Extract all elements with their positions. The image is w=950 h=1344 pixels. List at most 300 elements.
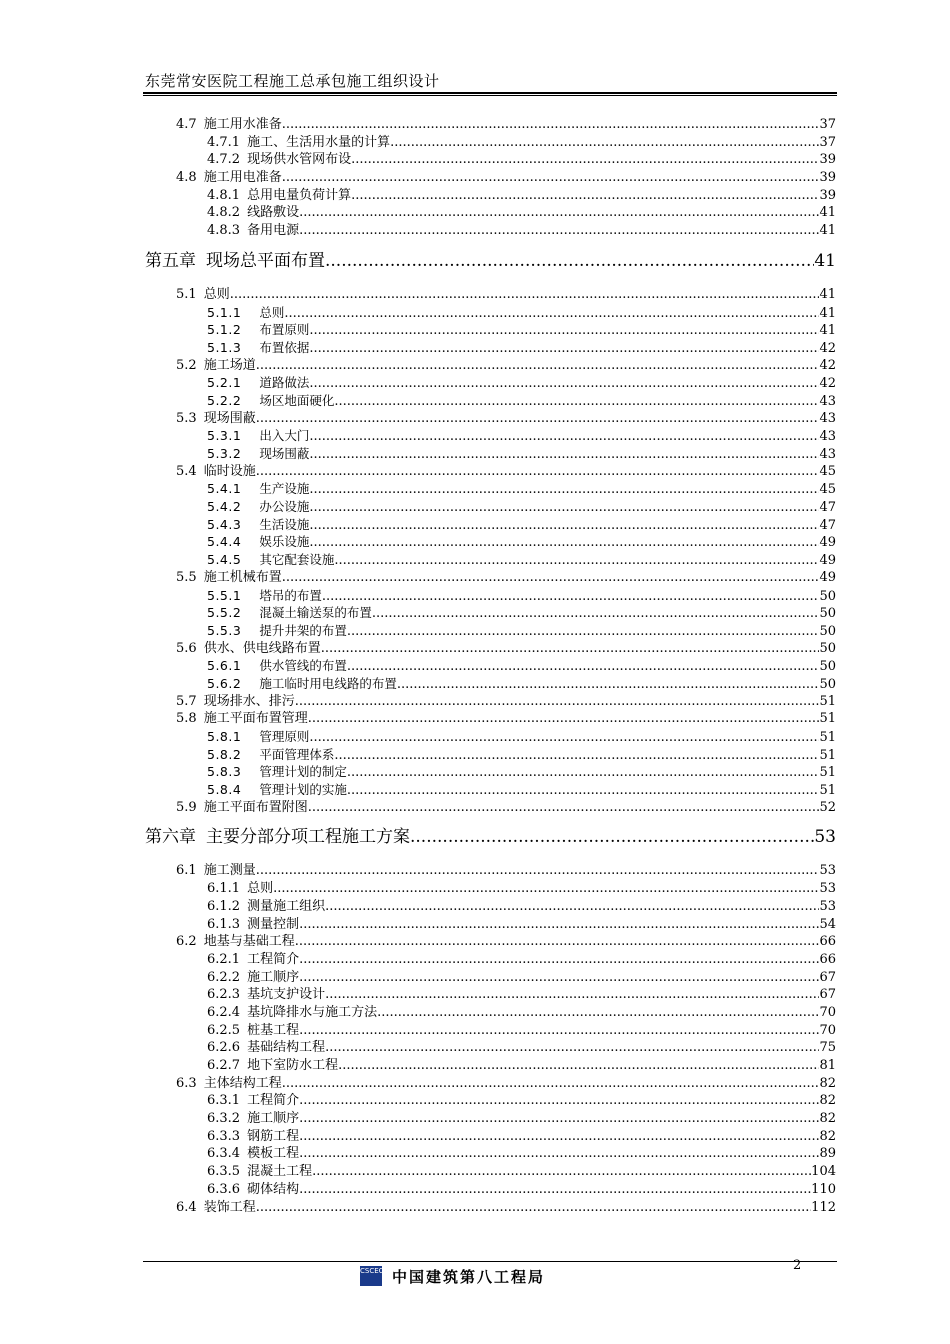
toc-entry-title: 施工用电准备 <box>203 170 282 186</box>
toc-page-number: 43 <box>819 429 836 445</box>
toc-entry-number: 5.2 <box>176 357 197 373</box>
toc-entry-title: 工程简介 <box>247 951 300 967</box>
toc-entry-number: 6.3 <box>176 1075 197 1091</box>
toc-page-number: 51 <box>819 765 836 781</box>
toc-page-number: 54 <box>819 916 836 932</box>
toc-entry[interactable] <box>0 1092 950 1110</box>
toc-page-number: 41 <box>819 223 836 239</box>
toc-entry-number: 6.2 <box>176 934 197 950</box>
toc-entry[interactable] <box>0 604 950 622</box>
toc-dot-leader <box>397 675 820 694</box>
toc-entry-number: 5.3.2 <box>207 446 242 461</box>
toc-entry[interactable] <box>0 728 950 746</box>
toc-entry-number: 5.2.2 <box>207 392 242 408</box>
toc-page-number: 41 <box>819 286 836 302</box>
page-number: 2 <box>793 1258 802 1273</box>
toc-entry[interactable] <box>0 551 950 569</box>
toc-entry-title: 施工平面布置附图 <box>203 799 308 815</box>
toc-entry-number: 5.8.1 <box>207 729 242 744</box>
toc-entry-title: 总则 <box>247 881 274 897</box>
toc-dot-leader <box>309 321 819 340</box>
toc-entry-title: 布置依据 <box>259 339 310 355</box>
toc-dot-leader <box>309 427 819 446</box>
toc-page-number: 50 <box>819 606 836 622</box>
toc-page-number: 41 <box>814 250 836 271</box>
toc-entry[interactable] <box>0 640 950 658</box>
toc-entry[interactable] <box>0 799 950 817</box>
toc-entry[interactable] <box>0 1110 950 1128</box>
toc-entry[interactable] <box>0 339 950 357</box>
toc-entry-title: 现场供水管网布设 <box>247 152 352 168</box>
toc-dot-leader <box>309 445 819 464</box>
toc-dot-leader <box>312 1163 811 1181</box>
footer-rule <box>143 1261 837 1262</box>
toc-page-number: 37 <box>819 134 836 150</box>
toc-page-number: 42 <box>819 357 836 373</box>
toc-page-number: 70 <box>819 1004 836 1020</box>
toc-page-number: 45 <box>819 463 836 479</box>
toc-entry-title: 提升井架的布置 <box>259 622 347 638</box>
toc-page-number: 37 <box>819 117 836 132</box>
toc-dot-leader <box>309 480 819 499</box>
toc-dot-leader <box>334 551 819 570</box>
toc-dot-leader <box>273 880 819 898</box>
toc-entry-number: 5.8.2 <box>207 746 242 762</box>
toc-entry-title: 混凝土输送泵的布置 <box>259 605 372 621</box>
toc-entry[interactable] <box>0 374 950 392</box>
toc-page-number: 50 <box>819 588 836 604</box>
toc-entry[interactable] <box>0 357 950 375</box>
toc-entry-number: 4.8.2 <box>207 205 241 221</box>
toc-entry-title: 备用电源 <box>247 223 300 239</box>
toc-page-number: 41 <box>819 305 836 321</box>
toc-dot-leader <box>299 1110 819 1128</box>
toc-dot-leader <box>295 933 820 951</box>
toc-page-number: 51 <box>819 783 836 799</box>
toc-entry-title: 装饰工程 <box>203 1199 256 1215</box>
toc-entry-title: 施工测量 <box>203 863 256 879</box>
toc-entry-number: 5.5.1 <box>207 587 242 603</box>
toc-entry-number: 6.2.5 <box>207 1022 241 1038</box>
toc-dot-leader <box>351 187 819 205</box>
toc-entry-title: 施工顺序 <box>247 1111 300 1127</box>
toc-entry-title: 生活设施 <box>259 516 310 532</box>
toc-dot-leader <box>334 746 819 765</box>
toc-entry-number: 5.6 <box>176 640 197 656</box>
toc-entry-number: 5.4.2 <box>207 499 242 515</box>
toc-entry-number: 5.4.1 <box>207 481 242 497</box>
toc-entry[interactable] <box>0 1181 950 1199</box>
toc-entry-title: 总则 <box>259 304 285 320</box>
toc-page-number: 82 <box>819 1075 836 1091</box>
toc-entry[interactable] <box>0 898 950 916</box>
toc-page-number: 104 <box>811 1164 836 1180</box>
toc-page-number: 53 <box>819 898 836 914</box>
toc-entry[interactable] <box>0 286 950 304</box>
toc-entry[interactable] <box>0 480 950 498</box>
toc-dot-leader <box>309 516 819 535</box>
toc-entry-number: 6.3.3 <box>207 1128 241 1144</box>
toc-dot-leader <box>309 728 819 747</box>
toc-entry[interactable] <box>0 693 950 711</box>
toc-entry[interactable] <box>0 916 950 934</box>
toc-page-number: 43 <box>819 410 836 426</box>
toc-entry[interactable] <box>0 951 950 969</box>
toc-entry[interactable] <box>0 1163 950 1181</box>
toc-entry-number: 5.4.5 <box>207 552 242 568</box>
toc-entry-number: 5.2.1 <box>207 375 242 391</box>
toc-entry-title: 总用电量负荷计算 <box>247 187 352 203</box>
toc-entry-title: 出入大门 <box>259 428 310 444</box>
toc-dot-leader <box>410 826 814 848</box>
toc-entry-title: 混凝土工程 <box>247 1164 313 1180</box>
toc-entry-title: 施工平面布置管理 <box>203 711 308 727</box>
toc-entry-title: 总则 <box>203 286 230 302</box>
toc-entry-number: 6.2.4 <box>207 1004 241 1020</box>
toc-entry-title: 施工场道 <box>203 357 256 373</box>
toc-dot-leader <box>299 1092 819 1110</box>
toc-entry-title: 钢筋工程 <box>247 1128 300 1144</box>
toc-entry-title: 施工机械布置 <box>203 569 282 585</box>
toc-page-number: 53 <box>819 881 836 897</box>
table-of-contents <box>0 116 950 1216</box>
toc-page-number: 70 <box>819 1022 836 1038</box>
toc-entry[interactable] <box>0 1199 950 1217</box>
toc-entry[interactable] <box>0 187 950 205</box>
toc-entry-title: 基坑支护设计 <box>247 987 326 1003</box>
toc-page-number: 51 <box>819 693 836 709</box>
toc-page-number: 43 <box>819 447 836 462</box>
toc-page-number: 50 <box>819 676 836 692</box>
toc-entry-number: 6.3.6 <box>207 1181 241 1197</box>
toc-dot-leader <box>282 116 820 134</box>
toc-page-number: 53 <box>814 827 836 848</box>
toc-entry-number: 5.8.4 <box>207 782 242 798</box>
toc-entry-title: 施工顺序 <box>247 969 300 985</box>
toc-entry-number: 6.1.3 <box>207 916 241 932</box>
toc-entry[interactable] <box>0 1039 950 1057</box>
toc-dot-leader <box>351 151 819 169</box>
toc-entry[interactable] <box>0 1022 950 1040</box>
toc-entry-number: 5.1.3 <box>207 339 242 355</box>
toc-entry-number: 5.8 <box>176 711 197 727</box>
toc-entry[interactable] <box>0 392 950 410</box>
toc-page-number: 50 <box>819 623 836 639</box>
toc-page-number: 50 <box>819 659 836 675</box>
toc-dot-leader <box>321 640 820 658</box>
toc-entry[interactable] <box>0 410 950 428</box>
toc-entry[interactable] <box>0 1145 950 1163</box>
toc-page-number: 42 <box>819 340 836 356</box>
toc-dot-leader <box>309 498 819 517</box>
toc-page-number: 82 <box>819 1111 836 1127</box>
cscec-logo: CSCEC <box>360 1266 382 1286</box>
toc-dot-leader <box>295 693 820 711</box>
toc-entry-number: 4.8.1 <box>207 187 241 203</box>
toc-entry[interactable] <box>0 1004 950 1022</box>
toc-entry[interactable] <box>0 204 950 222</box>
toc-page-number: 41 <box>819 323 836 339</box>
toc-dot-leader <box>256 862 820 880</box>
toc-dot-leader <box>256 463 820 481</box>
toc-dot-leader <box>299 916 819 934</box>
toc-entry-number: 5.1.1 <box>207 304 242 320</box>
toc-page-number: 47 <box>819 500 836 516</box>
toc-page-number: 47 <box>819 517 836 533</box>
toc-entry-number: 第六章 <box>145 827 196 848</box>
toc-entry-number: 6.1.2 <box>207 898 241 914</box>
toc-entry[interactable] <box>0 116 950 134</box>
toc-entry-number: 5.3.1 <box>207 428 242 444</box>
toc-dot-leader <box>347 763 820 782</box>
toc-entry-title: 模板工程 <box>247 1146 300 1162</box>
toc-entry[interactable] <box>0 710 950 728</box>
toc-dot-leader <box>284 304 819 323</box>
toc-dot-leader <box>377 1004 819 1022</box>
toc-entry-title: 临时设施 <box>203 463 256 479</box>
organization-name: 中国建筑第八工程局 <box>392 1268 546 1286</box>
toc-page-number: 112 <box>811 1199 836 1215</box>
header-rule <box>143 92 837 94</box>
toc-dot-leader <box>390 134 819 152</box>
toc-page-number: 43 <box>819 393 836 409</box>
toc-dot-leader <box>309 374 819 393</box>
toc-entry-number: 第五章 <box>145 250 196 271</box>
toc-page-number: 52 <box>819 799 836 815</box>
toc-entry-title: 施工用水准备 <box>203 117 282 132</box>
toc-dot-leader <box>309 533 819 552</box>
toc-page-number: 39 <box>819 170 836 186</box>
toc-dot-leader <box>299 1181 811 1199</box>
toc-entry[interactable] <box>0 746 950 764</box>
toc-page-number: 50 <box>819 640 836 656</box>
toc-page-number: 110 <box>811 1181 836 1197</box>
toc-entry-title: 生产设施 <box>259 481 310 497</box>
toc-entry-title: 平面管理体系 <box>259 746 335 762</box>
toc-page-number: 82 <box>819 1093 836 1109</box>
toc-dot-leader <box>230 286 820 304</box>
toc-page-number: 51 <box>819 730 836 745</box>
toc-entry-number: 5.5.3 <box>207 622 242 638</box>
toc-dot-leader <box>309 339 819 358</box>
toc-entry-title: 现场围蔽 <box>203 410 256 426</box>
toc-dot-leader <box>282 1075 820 1093</box>
toc-entry-title: 管理计划的制定 <box>259 764 347 780</box>
toc-dot-leader <box>325 898 819 916</box>
toc-dot-leader <box>256 357 820 375</box>
toc-dot-leader <box>299 204 819 222</box>
document-header-title: 东莞常安医院工程施工总承包施工组织设计 <box>145 72 440 90</box>
toc-entry-number: 4.7.2 <box>207 152 241 168</box>
toc-dot-leader <box>299 1022 819 1040</box>
toc-entry-number: 6.3.1 <box>207 1093 241 1109</box>
toc-page-number: 75 <box>819 1040 836 1056</box>
toc-entry-title: 布置原则 <box>259 322 310 338</box>
toc-entry-number: 6.3.2 <box>207 1111 241 1127</box>
toc-dot-leader <box>325 1039 819 1057</box>
toc-page-number: 66 <box>819 934 836 950</box>
toc-chapter[interactable] <box>0 826 950 848</box>
toc-entry-title: 主要分部分项工程施工方案 <box>206 827 410 848</box>
toc-dot-leader <box>299 969 819 987</box>
toc-entry-number: 5.9 <box>176 799 197 815</box>
toc-entry-number: 6.2.7 <box>207 1058 241 1073</box>
toc-entry[interactable] <box>0 1057 950 1075</box>
toc-page-number: 81 <box>819 1058 836 1073</box>
toc-entry-title: 基础结构工程 <box>247 1040 326 1056</box>
toc-entry-title: 基坑降排水与施工方法 <box>247 1004 378 1020</box>
toc-entry-title: 工程简介 <box>247 1093 300 1109</box>
toc-entry[interactable] <box>0 1075 950 1093</box>
toc-entry[interactable] <box>0 498 950 516</box>
toc-entry[interactable] <box>0 169 950 187</box>
toc-entry[interactable] <box>0 1128 950 1146</box>
toc-entry[interactable] <box>0 533 950 551</box>
toc-entry-number: 6.1 <box>176 863 197 879</box>
toc-dot-leader <box>299 1128 819 1146</box>
toc-page-number: 45 <box>819 482 836 498</box>
toc-entry-number: 5.1 <box>176 286 197 302</box>
toc-entry-title: 道路做法 <box>259 375 310 391</box>
toc-dot-leader <box>299 222 819 240</box>
toc-entry[interactable] <box>0 986 950 1004</box>
toc-entry-title: 娱乐设施 <box>259 534 310 550</box>
toc-entry-title: 砌体结构 <box>247 1181 300 1197</box>
toc-entry[interactable] <box>0 427 950 445</box>
toc-chapter[interactable] <box>0 250 950 272</box>
toc-page-number: 41 <box>819 205 836 221</box>
toc-page-number: 89 <box>819 1146 836 1162</box>
toc-entry[interactable] <box>0 516 950 534</box>
toc-entry-title: 其它配套设施 <box>259 552 335 568</box>
toc-entry-number: 5.8.3 <box>207 764 242 780</box>
toc-entry[interactable] <box>0 134 950 152</box>
toc-entry-number: 5.4.3 <box>207 516 242 532</box>
toc-entry[interactable] <box>0 763 950 781</box>
toc-entry-number: 6.2.1 <box>207 951 241 967</box>
toc-dot-leader <box>308 799 820 817</box>
toc-dot-leader <box>347 657 820 676</box>
toc-entry-number: 5.4 <box>176 463 197 479</box>
toc-dot-leader <box>282 569 820 587</box>
toc-entry-title: 办公设施 <box>259 499 310 515</box>
toc-entry[interactable] <box>0 781 950 799</box>
toc-page-number: 66 <box>819 951 836 967</box>
toc-entry-number: 5.5.2 <box>207 605 242 621</box>
toc-dot-leader <box>334 392 819 411</box>
toc-entry-number: 6.2.2 <box>207 969 241 985</box>
toc-entry-title: 测量控制 <box>247 916 300 932</box>
toc-entry-number: 6.1.1 <box>207 881 241 897</box>
toc-entry-title: 线路敷设 <box>247 205 300 221</box>
toc-page-number: 53 <box>819 863 836 879</box>
toc-entry[interactable] <box>0 569 950 587</box>
toc-dot-leader <box>347 781 820 800</box>
toc-entry-number: 5.1.2 <box>207 322 242 338</box>
toc-page-number: 51 <box>819 711 836 727</box>
toc-entry-number: 5.4.4 <box>207 534 242 550</box>
toc-page-number: 67 <box>819 987 836 1003</box>
toc-entry-number: 6.3.5 <box>207 1164 241 1180</box>
toc-entry-number: 4.8.3 <box>207 223 241 239</box>
toc-entry-number: 5.7 <box>176 693 197 709</box>
toc-dot-leader <box>325 986 819 1004</box>
toc-page-number: 82 <box>819 1128 836 1144</box>
toc-entry-title: 地下室防水工程 <box>247 1058 339 1073</box>
toc-entry-title: 供水管线的布置 <box>259 658 347 674</box>
toc-entry-title: 主体结构工程 <box>203 1075 282 1091</box>
toc-entry[interactable] <box>0 657 950 675</box>
toc-dot-leader <box>308 710 820 728</box>
toc-dot-leader <box>256 1199 811 1217</box>
toc-entry-title: 桩基工程 <box>247 1022 300 1038</box>
toc-page-number: 39 <box>819 187 836 203</box>
toc-entry-number: 4.7.1 <box>207 134 241 150</box>
toc-entry-number: 5.6.2 <box>207 675 242 691</box>
toc-dot-leader <box>322 587 820 606</box>
toc-entry-title: 现场围蔽 <box>259 446 310 461</box>
toc-dot-leader <box>299 1145 819 1163</box>
toc-entry-title: 现场总平面布置 <box>206 250 325 271</box>
toc-entry-number: 4.8 <box>176 170 197 186</box>
toc-entry-number: 4.7 <box>176 117 197 132</box>
toc-page-number: 49 <box>819 553 836 569</box>
toc-entry-title: 供水、供电线路布置 <box>203 640 321 656</box>
toc-entry-title: 测量施工组织 <box>247 898 326 914</box>
toc-entry[interactable] <box>0 445 950 463</box>
toc-entry-number: 5.6.1 <box>207 658 242 674</box>
toc-entry-number: 6.4 <box>176 1199 197 1215</box>
toc-entry[interactable] <box>0 304 950 322</box>
toc-entry-number: 5.5 <box>176 569 197 585</box>
toc-entry[interactable] <box>0 622 950 640</box>
toc-entry-number: 5.3 <box>176 410 197 426</box>
toc-page-number: 49 <box>819 535 836 551</box>
header-rule-thin <box>143 95 837 96</box>
toc-entry-title: 管理计划的实施 <box>259 782 347 798</box>
toc-dot-leader <box>338 1057 819 1075</box>
toc-dot-leader <box>256 410 820 428</box>
toc-entry-number: 6.3.4 <box>207 1146 241 1162</box>
toc-entry[interactable] <box>0 222 950 240</box>
toc-entry[interactable] <box>0 321 950 339</box>
toc-entry[interactable] <box>0 969 950 987</box>
toc-entry-title: 管理原则 <box>259 729 310 744</box>
toc-entry-title: 地基与基础工程 <box>203 934 295 950</box>
toc-dot-leader <box>347 622 820 641</box>
toc-page-number: 49 <box>819 569 836 585</box>
toc-dot-leader <box>299 951 819 969</box>
toc-entry[interactable] <box>0 933 950 951</box>
toc-page-number: 42 <box>819 376 836 392</box>
toc-entry[interactable] <box>0 463 950 481</box>
toc-dot-leader <box>282 169 820 187</box>
toc-entry[interactable] <box>0 862 950 880</box>
toc-page-number: 39 <box>819 152 836 168</box>
toc-entry[interactable] <box>0 587 950 605</box>
toc-entry[interactable] <box>0 880 950 898</box>
toc-dot-leader <box>372 604 820 623</box>
toc-page-number: 67 <box>819 969 836 985</box>
toc-entry-number: 6.2.3 <box>207 987 241 1003</box>
toc-dot-leader <box>325 250 814 272</box>
toc-entry-title: 场区地面硬化 <box>259 392 335 408</box>
toc-entry[interactable] <box>0 151 950 169</box>
toc-entry[interactable] <box>0 675 950 693</box>
toc-entry-title: 现场排水、排污 <box>203 693 295 709</box>
toc-entry-title: 施工、生活用水量的计算 <box>247 134 391 150</box>
toc-entry-number: 6.2.6 <box>207 1040 241 1056</box>
